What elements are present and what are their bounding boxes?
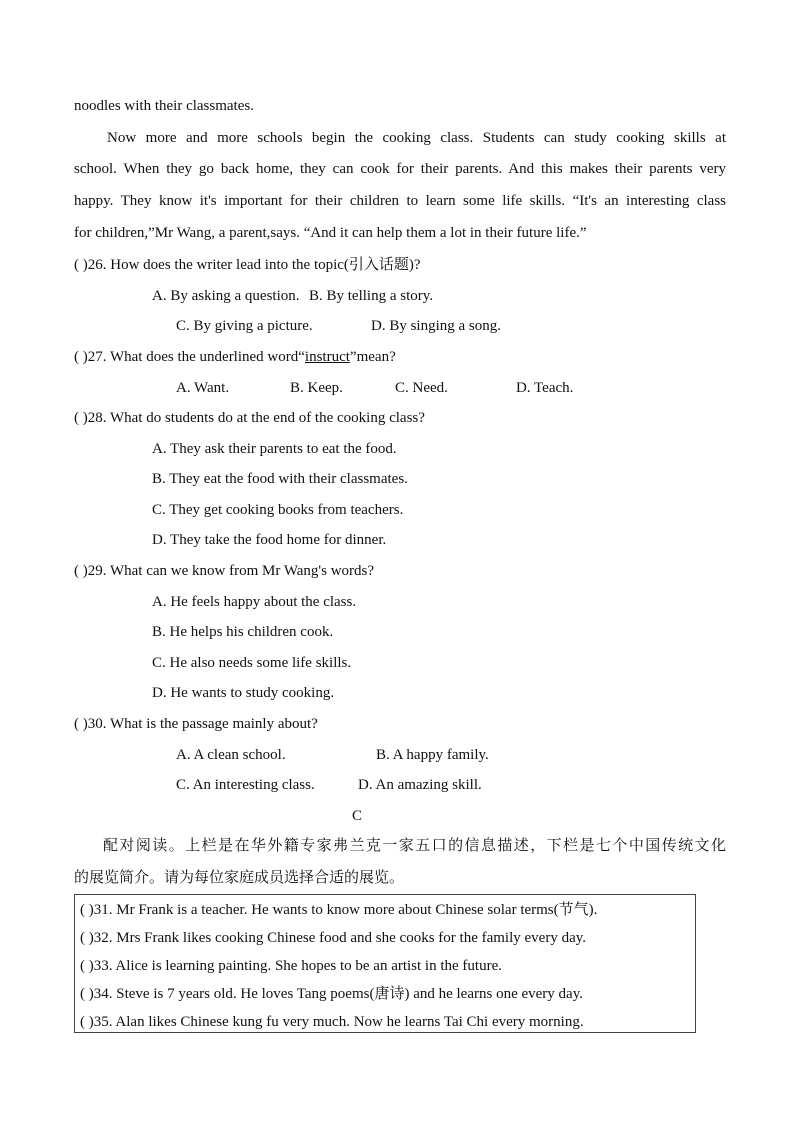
- matching-item: [80, 928, 586, 948]
- option-c: C. He also needs some life skills.: [152, 655, 352, 671]
- question-stem-end: ”mean?: [349, 349, 396, 365]
- answer-blank[interactable]: ( ): [80, 902, 94, 918]
- matching-item-text: 32. Mrs Frank likes cooking Chinese food and she cooks for the family every day.: [93, 930, 587, 946]
- option-c: C. They get cooking books from teachers.: [152, 502, 404, 518]
- matching-item-text: 34. Steve is 7 years old. He loves Tang poems(唐诗) and he learns one every day.: [93, 986, 583, 1002]
- answer-blank[interactable]: ( ): [74, 563, 88, 579]
- option-a: A. He feels happy about the class.: [152, 594, 357, 610]
- matching-item: [80, 1012, 584, 1032]
- option-b: B. They eat the food with their classmates.: [152, 471, 408, 487]
- option-b: B. By telling a story.: [309, 288, 434, 304]
- matching-item-text: 35. Alan likes Chinese kung fu very much. Now he learns Tai Chi every morning.: [93, 1014, 584, 1030]
- question-stem: 26. How does the writer lead into the topic(引入话题)?: [87, 257, 421, 273]
- answer-blank[interactable]: ( ): [80, 958, 94, 974]
- option-b: B. A happy family.: [376, 747, 489, 763]
- question-28: [74, 408, 425, 428]
- question-30: [74, 714, 318, 734]
- passage-paragraph-line: happy. They know it's important for their children to learn some life skills. “It's an interesting class: [74, 193, 726, 209]
- section-intro-line: 的展览简介。请为每位家庭成员选择合适的展览。: [74, 870, 405, 886]
- option-d: D. Teach.: [516, 380, 574, 396]
- answer-blank[interactable]: ( ): [74, 257, 88, 273]
- question-stem: 28. What do students do at the end of the cooking class?: [87, 410, 425, 426]
- option-a: A. Want.: [176, 380, 230, 396]
- answer-blank[interactable]: ( ): [80, 1014, 94, 1030]
- passage-paragraph-line: Now more and more schools begin the cooking class. Students can study cooking skills at: [107, 130, 726, 146]
- answer-blank[interactable]: ( ): [80, 986, 94, 1002]
- matching-item: [80, 984, 583, 1004]
- option-d: D. An amazing skill.: [358, 777, 482, 793]
- question-stem: 27. What does the underlined word“: [87, 349, 305, 365]
- option-a: A. A clean school.: [176, 747, 286, 763]
- matching-item-text: 31. Mr Frank is a teacher. He wants to know more about Chinese solar terms(节气).: [93, 902, 598, 918]
- section-intro-line: 配对阅读。上栏是在华外籍专家弗兰克一家五口的信息描述，下栏是七个中国传统文化: [103, 838, 726, 854]
- option-a: A. They ask their parents to eat the food.: [152, 441, 397, 457]
- matching-item: [80, 956, 502, 976]
- option-d: D. He wants to study cooking.: [152, 685, 335, 701]
- answer-blank[interactable]: ( ): [74, 410, 88, 426]
- option-c: C. Need.: [395, 380, 448, 396]
- answer-blank[interactable]: ( ): [74, 716, 88, 732]
- option-d: D. They take the food home for dinner.: [152, 532, 387, 548]
- option-b: B. He helps his children cook.: [152, 624, 334, 640]
- matching-item: [80, 900, 597, 920]
- question-stem: 30. What is the passage mainly about?: [87, 716, 318, 732]
- question-27: [74, 347, 396, 367]
- option-a: A. By asking a question.: [152, 288, 300, 304]
- matching-item-text: 33. Alice is learning painting. She hopes to be an artist in the future.: [93, 958, 502, 974]
- answer-blank[interactable]: ( ): [74, 349, 88, 365]
- option-c: C. By giving a picture.: [176, 318, 313, 334]
- passage-paragraph-line: for children,”Mr Wang, a parent,says. “And it can help them a lot in their future life.”: [74, 225, 587, 241]
- passage-tail-line: noodles with their classmates.: [74, 98, 254, 114]
- option-b: B. Keep.: [290, 380, 343, 396]
- answer-blank[interactable]: ( ): [80, 930, 94, 946]
- question-29: [74, 561, 374, 581]
- passage-paragraph-line: school. When they go back home, they can cook for their parents. And this makes their parents very: [74, 161, 726, 177]
- option-d: D. By singing a song.: [371, 318, 502, 334]
- question-stem: 29. What can we know from Mr Wang's words?: [87, 563, 375, 579]
- option-c: C. An interesting class.: [176, 777, 315, 793]
- underlined-word: instruct: [304, 349, 350, 365]
- section-heading: C: [352, 808, 363, 824]
- question-26: [74, 255, 421, 275]
